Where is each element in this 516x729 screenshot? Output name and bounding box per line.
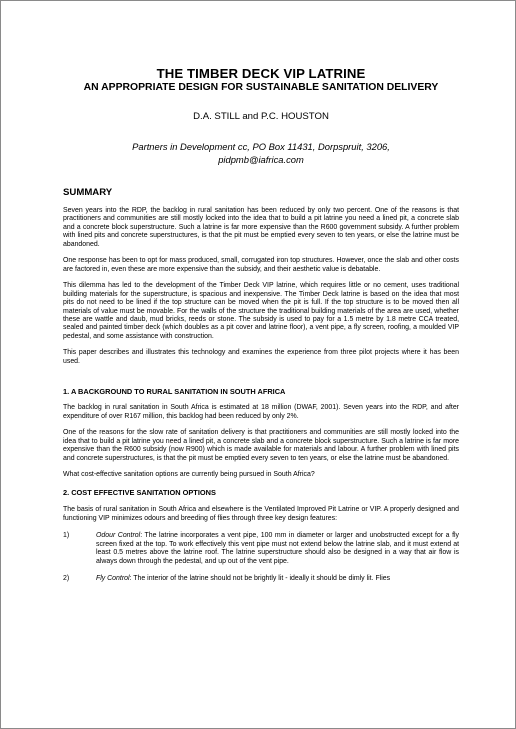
list-item-number: 2)	[63, 575, 70, 583]
section-2-intro: The basis of rural sanitation in South Africa and elsewhere is the Ventilated Improved Pit Latrine or VIP. A properly designed and functioning VIP minimizes odours and breeding of flies through three key design features:	[63, 506, 459, 522]
paper-subtitle: AN APPROPRIATE DESIGN FOR SUSTAINABLE SANITATION DELIVERY	[83, 82, 439, 93]
author-affiliation	[63, 141, 459, 166]
list-item-text	[96, 532, 459, 566]
list-item-body: : The interior of the latrine should not be brightly lit - ideally it should be dimly lit. Flies	[129, 575, 391, 583]
list-item	[63, 532, 459, 566]
paper-authors: D.A. STILL and P.C. HOUSTON	[193, 111, 329, 122]
summary-paragraph: Seven years into the RDP, the backlog in rural sanitation has been reduced by only two percent. One of the reasons is that practitioners and communities are still mostly locked into the idea that to build a pit latrine you need a lined pit, a concrete slab and a concrete block superstructure. Such a latrine is far more expensive than the R600 government subsidy. A further problem with lined pits and concrete superstructures, is that the pit must be emptied every seven to ten years, or else the latrine must be abandoned.	[63, 207, 459, 248]
affiliation-address: Partners in Development cc, PO Box 11431, Dorpspruit, 3206,	[132, 141, 390, 152]
affiliation-email: pidpmb@iafrica.com	[218, 153, 304, 165]
section-1-paragraph: The backlog in rural sanitation in South Africa is estimated at 18 million (DWAF, 2001). Seven years into the RDP, and after expenditure of over R167 million, this backlog had been reduced by only 2%.	[63, 404, 459, 420]
section-1-heading: 1. A BACKGROUND TO RURAL SANITATION IN SOUTH AFRICA	[63, 387, 286, 397]
summary-paragraph: This dilemma has led to the development of the Timber Deck VIP latrine, which requires little or no cement, uses traditional building materials for the superstructure, is spacious and inexpensive. The Timber Deck latrine is based on the idea that most pits do not need to be lined if the top structure can be moved when the pit is full. If the top structure is to be moved then all materials of value must be movable. For the walls of the structure the traditional building materials of the area are used, whether these are wattle and daub, mud bricks, reeds or stone. The subsidy is used to pay for a 1.5 metre by 1.8 metre CCA treated, sealed and painted timber deck (which doubles as a pit cover and latrine floor), a vent pipe, a fly screen, roofing, a moulded VIP pedestal, and some assistance with construction.	[63, 282, 459, 340]
list-item-term: Fly Control	[96, 575, 130, 583]
list-item-term: Odour Control	[96, 532, 141, 540]
section-2-heading: 2. COST EFFECTIVE SANITATION OPTIONS	[63, 488, 216, 498]
list-item-body: : The latrine incorporates a vent pipe, 100 mm in diameter or larger and unobstructed except for a fly screen fixed at the top. To work effectively this vent pipe must not extend below the latrine slab, and it must extend at least 0.5 metres above the latrine roof. The latrine superstructure should also be designed in a way that air flow is always down through the pedestal, and up out of the vent pipe.	[96, 532, 460, 565]
list-item-number: 1)	[63, 532, 70, 540]
section-1-paragraph: What cost-effective sanitation options are currently being pursued in South Africa?	[63, 470, 315, 478]
summary-paragraph: One response has been to opt for mass produced, small, corrugated iron top structures. However, once the slab and other costs are factored in, even these are more expensive than the subsidy, and their aesthetic value is debatable.	[63, 257, 459, 273]
list-item	[63, 575, 459, 583]
paper-title: THE TIMBER DECK VIP LATRINE	[156, 66, 366, 81]
list-item-text	[96, 575, 459, 583]
section-1-paragraph: One of the reasons for the slow rate of sanitation delivery is that practitioners and communities are still mostly locked into the idea that to build a pit latrine you need a lined pit, a concrete slab and a concrete block superstructure. Such a latrine is far more expensive than the R600 subsidy (now R900) which is made available for materials and labour. A further problem with lined pits and concrete superstructures, is that the pit must be emptied every seven to ten years, or else the latrine must be abandoned.	[63, 429, 459, 462]
summary-heading: SUMMARY	[63, 187, 113, 198]
summary-paragraph: This paper describes and illustrates this technology and examines the experience from three pilot projects where it has been used.	[63, 349, 459, 365]
